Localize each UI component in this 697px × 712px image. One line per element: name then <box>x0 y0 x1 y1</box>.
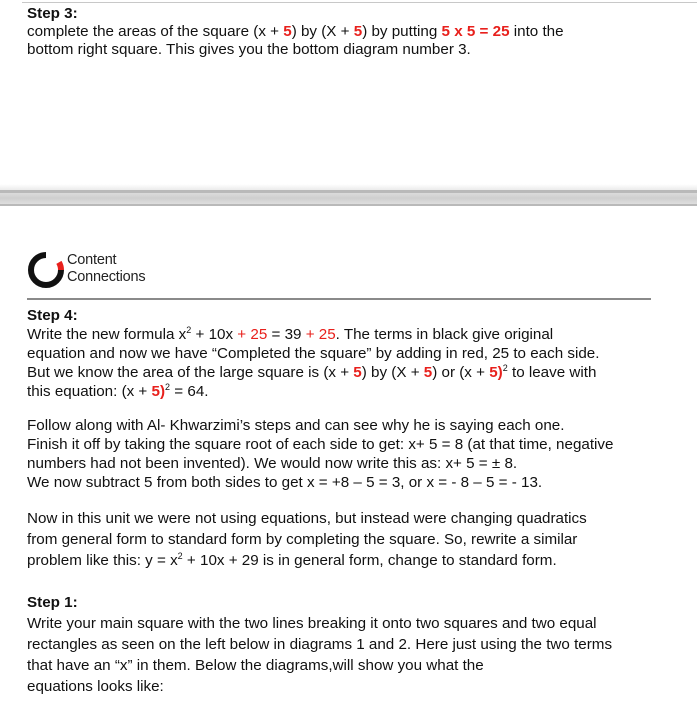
step4-followup-block <box>27 416 687 492</box>
step1-line1: Write your main square with the two lines breaking it onto two squares and two equal <box>27 615 597 632</box>
page-break <box>0 190 697 206</box>
step4-line1: Write the new formula $x^2 + 10x + 25 = 39 + 25$. The terms in black give original <box>27 325 554 343</box>
content-connections-logo <box>28 250 188 290</box>
step4-block <box>27 306 687 401</box>
step3-line2: bottom right square. This gives you the bottom diagram number 3. <box>27 41 471 58</box>
followup-line1: Follow along with Al- Khwarzimi’s steps and can see why he is saying each one. <box>27 417 565 434</box>
step4-heading: Step 4: <box>27 307 78 324</box>
followup-line4: We now subtract 5 from both sides to get x = +8 – 5 = 3, or x = - 8 – 5 = - 13. <box>27 474 543 491</box>
logo-line2: Connections <box>67 269 146 285</box>
step4-line4: this equation: $(x + 5)^2 = 64$. <box>27 382 209 400</box>
step3-block <box>27 5 687 59</box>
step3-heading: Step 3: <box>27 5 78 22</box>
followup-line2: Finish it off by taking the square root of each side to get: x+ 5 = 8 (at that time, negative <box>27 436 614 453</box>
step1-line2: rectangles as seen on the left below in diagrams 1 and 2. Here just using the two terms <box>27 636 613 653</box>
step1-block <box>27 592 687 697</box>
logo-line1: Content <box>67 252 117 268</box>
unit-line2: from general form to standard form by completing the square. So, rewrite a similar <box>27 531 578 548</box>
unit-line1: Now in this unit we were not using equations, but instead were changing quadratics <box>27 510 587 527</box>
unit-line3: problem like this: $y = x^2 + 10x + 29$ is in general form, change to standard form. <box>27 551 557 569</box>
step4-line2: equation and now we have “Completed the square” by adding in red, 25 to each side. <box>27 345 600 362</box>
step1-line4: equations looks like: <box>27 678 164 695</box>
step3-line1: complete the areas of the square (x + 5) by (X + 5) by putting 5 x 5 = 25 into the <box>27 23 564 40</box>
logo-ring-icon <box>28 252 64 288</box>
header-rule <box>27 298 651 300</box>
step1-line3: that have an “x” in them. Below the diagrams,will show you what the <box>27 657 484 674</box>
unit-block <box>27 508 687 571</box>
followup-line3: numbers had not been invented). We would now write this as: x+ 5 = ± 8. <box>27 455 518 472</box>
step4-line3: But we know the area of the large square is (x + 5) by (X + 5) or $(x + 5)^2$ to leave with <box>27 363 597 381</box>
top-rule <box>22 2 697 3</box>
logo-text <box>67 252 145 286</box>
step1-heading: Step 1: <box>27 594 78 611</box>
